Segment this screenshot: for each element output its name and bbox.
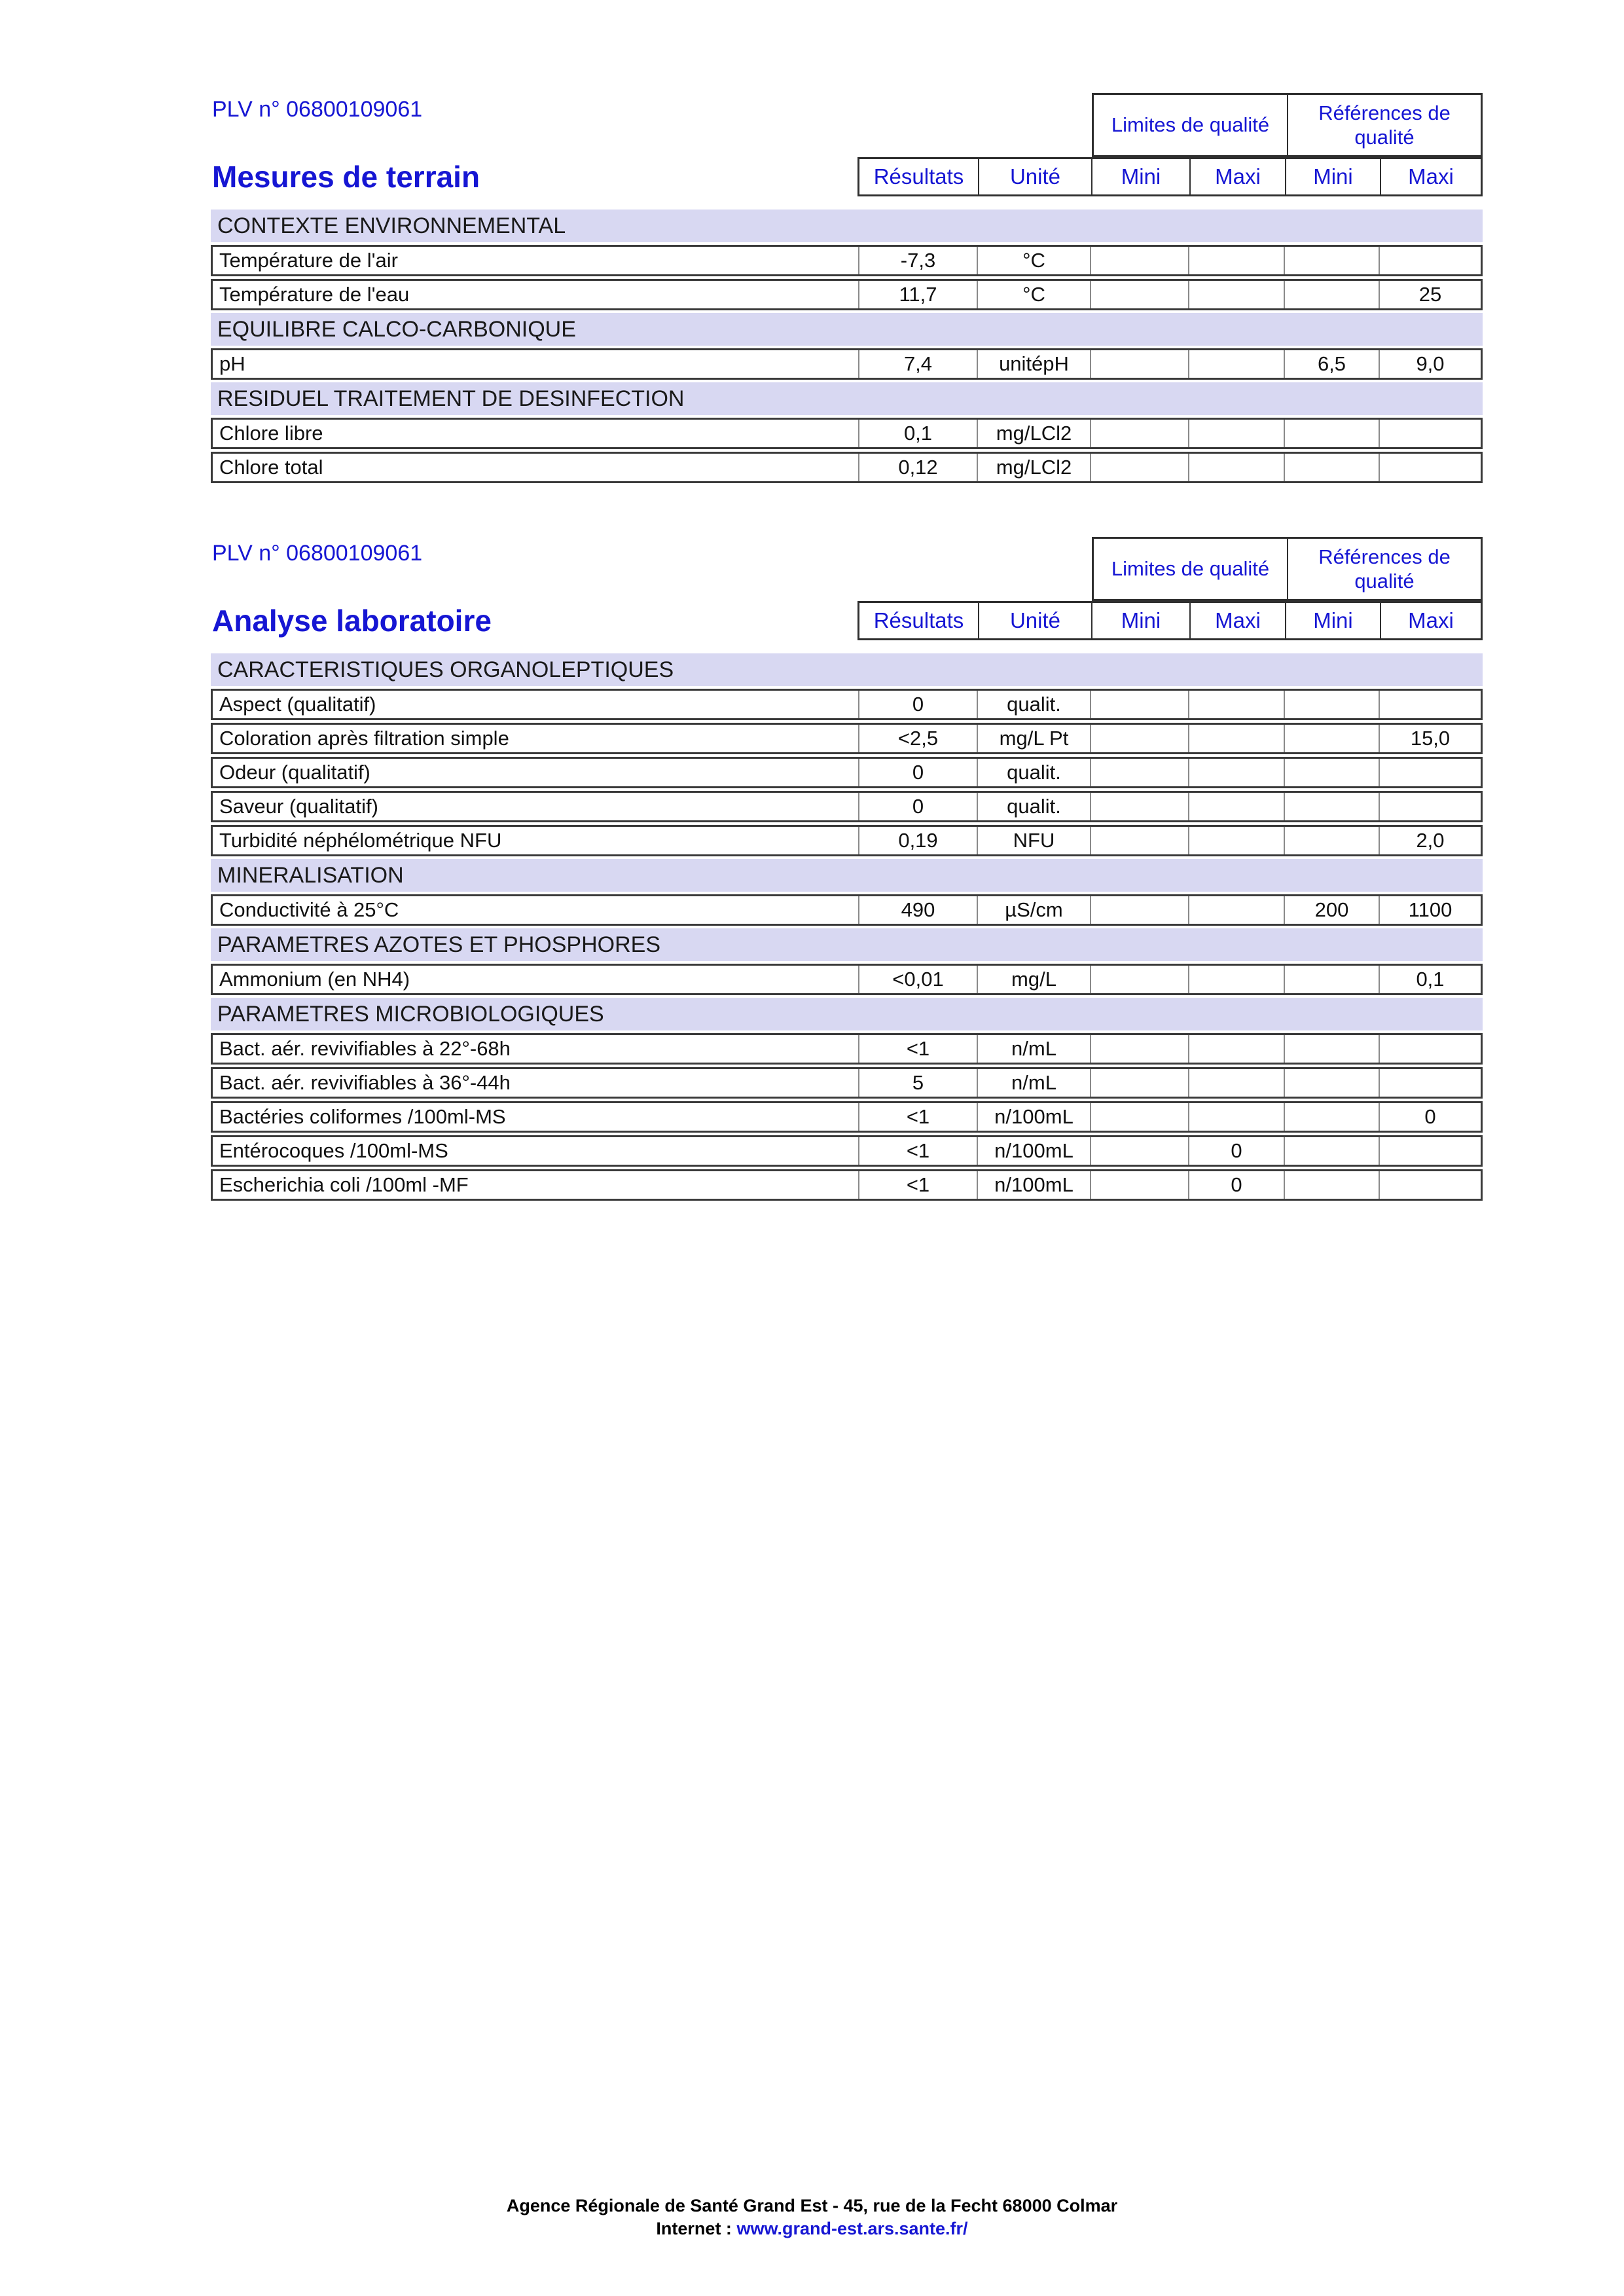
cell-ref-mini: [1284, 725, 1379, 752]
cell-lim-mini: [1090, 896, 1188, 924]
cell-label: Température de l'air: [219, 249, 398, 272]
table-row: [211, 1033, 1483, 1065]
section-heading: RESIDUEL TRAITEMENT DE DESINFECTION: [211, 382, 1483, 415]
section-heading: MINERALISATION: [211, 859, 1483, 892]
cell-label: Chlore total: [219, 456, 323, 479]
table-row: [211, 1101, 1483, 1133]
cell-ref-mini: [1284, 759, 1379, 786]
page-footer: [0, 2195, 1624, 2240]
column-header-limites-maxi: Maxi: [1189, 159, 1285, 194]
column-header-resultats: Résultats: [873, 164, 964, 189]
cell-unite: n/100mL: [977, 1103, 1090, 1131]
cell-ref-maxi: 15,0: [1379, 725, 1481, 752]
cell-resultat: <1: [858, 1103, 977, 1131]
cell-unite: n/mL: [977, 1069, 1090, 1097]
cell-lim-maxi: [1188, 1035, 1284, 1063]
footer-internet-line: [0, 2217, 1624, 2240]
cell-lim-mini: [1090, 725, 1188, 752]
cell-ref-mini: [1284, 1035, 1379, 1063]
cell-label: Turbidité néphélométrique NFU: [219, 829, 502, 852]
cell-resultat: 0,1: [858, 420, 977, 447]
cell-ref-mini: [1284, 454, 1379, 481]
cell-unite: n/100mL: [977, 1137, 1090, 1165]
table-row: [211, 791, 1483, 822]
cell-ref-maxi: 9,0: [1379, 350, 1481, 378]
cell-ref-maxi: [1379, 1035, 1481, 1063]
cell-lim-mini: [1090, 793, 1188, 820]
footer-internet-label: Internet :: [656, 2219, 732, 2239]
quality-header-box: [1092, 93, 1483, 157]
cell-ref-mini: [1284, 1069, 1379, 1097]
cell-unite: qualit.: [977, 793, 1090, 820]
cell-lim-mini: [1090, 454, 1188, 481]
cell-lim-maxi: 0: [1188, 1137, 1284, 1165]
cell-label: Chlore libre: [219, 422, 323, 445]
cell-lim-mini: [1090, 420, 1188, 447]
cell-lim-maxi: [1188, 827, 1284, 854]
cell-resultat: <0,01: [858, 966, 977, 993]
cell-lim-maxi: [1188, 793, 1284, 820]
cell-ref-maxi: [1379, 759, 1481, 786]
cell-label: Entérocoques /100ml-MS: [219, 1139, 448, 1162]
table-row: [211, 757, 1483, 788]
cell-lim-mini: [1090, 759, 1188, 786]
cell-ref-mini: [1284, 1103, 1379, 1131]
quality-header-box: [1092, 537, 1483, 601]
cell-resultat: 7,4: [858, 350, 977, 378]
column-header-references-mini: Mini: [1285, 159, 1380, 194]
cell-resultat: <1: [858, 1137, 977, 1165]
section-heading: CARACTERISTIQUES ORGANOLEPTIQUES: [211, 653, 1483, 686]
cell-unite: n/100mL: [977, 1171, 1090, 1199]
cell-ref-maxi: 2,0: [1379, 827, 1481, 854]
table-row: [211, 348, 1483, 380]
table-row: [211, 1067, 1483, 1099]
cell-lim-maxi: [1188, 454, 1284, 481]
cell-ref-maxi: [1379, 793, 1481, 820]
cell-lim-mini: [1090, 1069, 1188, 1097]
cell-unite: NFU: [977, 827, 1090, 854]
column-headers: [857, 157, 1483, 196]
cell-ref-mini: [1284, 281, 1379, 308]
cell-lim-maxi: 0: [1188, 1171, 1284, 1199]
table-row: [211, 1169, 1483, 1201]
cell-lim-mini: [1090, 281, 1188, 308]
cell-unite: n/mL: [977, 1035, 1090, 1063]
cell-label: Conductivité à 25°C: [219, 898, 399, 921]
cell-ref-maxi: [1379, 420, 1481, 447]
cell-ref-mini: 200: [1284, 896, 1379, 924]
cell-label: Bact. aér. revivifiables à 36°-44h: [219, 1071, 511, 1094]
cell-lim-maxi: [1188, 966, 1284, 993]
cell-unite: mg/LCl2: [977, 454, 1090, 481]
references-de-qualite-header: Références de qualité: [1318, 545, 1451, 592]
cell-unite: mg/L: [977, 966, 1090, 993]
section-heading: PARAMETRES MICROBIOLOGIQUES: [211, 998, 1483, 1030]
cell-label: pH: [219, 352, 245, 375]
cell-ref-maxi: [1379, 1137, 1481, 1165]
table-row: [211, 894, 1483, 926]
cell-lim-mini: [1090, 247, 1188, 274]
cell-ref-mini: [1284, 966, 1379, 993]
cell-unite: qualit.: [977, 759, 1090, 786]
table-row: [211, 418, 1483, 449]
cell-ref-maxi: [1379, 691, 1481, 718]
cell-lim-mini: [1090, 350, 1188, 378]
plv-number: PLV n° 06800109061: [212, 97, 423, 122]
column-header-unite: Unité: [978, 159, 1091, 194]
cell-ref-mini: [1284, 1171, 1379, 1199]
table-body: [211, 210, 1483, 486]
plv-number: PLV n° 06800109061: [212, 541, 423, 566]
table-row: [211, 1135, 1483, 1167]
table-row: [211, 689, 1483, 720]
limites-de-qualite-header: Limites de qualité: [1094, 539, 1288, 599]
column-header-limites-mini: Mini: [1091, 159, 1189, 194]
cell-ref-maxi: 1100: [1379, 896, 1481, 924]
cell-ref-mini: [1284, 420, 1379, 447]
cell-ref-maxi: 0,1: [1379, 966, 1481, 993]
cell-lim-maxi: [1188, 1103, 1284, 1131]
cell-ref-mini: [1284, 1137, 1379, 1165]
column-header-limites-maxi: Maxi: [1189, 603, 1285, 638]
cell-resultat: 11,7: [858, 281, 977, 308]
cell-lim-mini: [1090, 1035, 1188, 1063]
cell-lim-maxi: [1188, 420, 1284, 447]
cell-lim-maxi: [1188, 247, 1284, 274]
cell-unite: µS/cm: [977, 896, 1090, 924]
column-header-references-mini: Mini: [1285, 603, 1380, 638]
section-heading: PARAMETRES AZOTES ET PHOSPHORES: [211, 928, 1483, 961]
cell-lim-maxi: [1188, 691, 1284, 718]
cell-resultat: 5: [858, 1069, 977, 1097]
cell-unite: qualit.: [977, 691, 1090, 718]
footer-url[interactable]: www.grand-est.ars.sante.fr/: [736, 2219, 968, 2239]
cell-resultat: -7,3: [858, 247, 977, 274]
cell-label: Coloration après filtration simple: [219, 727, 509, 750]
cell-label: Bact. aér. revivifiables à 22°-68h: [219, 1037, 511, 1060]
cell-ref-maxi: [1379, 1069, 1481, 1097]
cell-lim-maxi: [1188, 759, 1284, 786]
cell-lim-maxi: [1188, 896, 1284, 924]
cell-ref-mini: [1284, 827, 1379, 854]
cell-resultat: 0,19: [858, 827, 977, 854]
column-header-references-maxi: Maxi: [1380, 159, 1481, 194]
section-heading: EQUILIBRE CALCO-CARBONIQUE: [211, 313, 1483, 346]
table-row: [211, 723, 1483, 754]
cell-unite: °C: [977, 281, 1090, 308]
table-row: [211, 245, 1483, 276]
cell-ref-maxi: [1379, 247, 1481, 274]
table-title-mesures-de-terrain: Mesures de terrain: [212, 160, 480, 194]
cell-lim-mini: [1090, 1171, 1188, 1199]
cell-label: Escherichia coli /100ml -MF: [219, 1173, 469, 1196]
table-row: [211, 964, 1483, 995]
cell-lim-mini: [1090, 827, 1188, 854]
cell-ref-mini: [1284, 691, 1379, 718]
cell-resultat: 0: [858, 759, 977, 786]
cell-ref-mini: [1284, 793, 1379, 820]
cell-lim-mini: [1090, 966, 1188, 993]
column-header-resultats: Résultats: [873, 608, 964, 632]
cell-label: Ammonium (en NH4): [219, 968, 410, 991]
column-header-references-maxi: Maxi: [1380, 603, 1481, 638]
table-row: [211, 279, 1483, 310]
cell-resultat: 0: [858, 793, 977, 820]
cell-resultat: 0,12: [858, 454, 977, 481]
footer-address: Agence Régionale de Santé Grand Est - 45, rue de la Fecht 68000 Colmar: [506, 2196, 1118, 2215]
cell-ref-maxi: 25: [1379, 281, 1481, 308]
column-header-limites-mini: Mini: [1091, 603, 1189, 638]
cell-ref-maxi: [1379, 454, 1481, 481]
references-de-qualite-header: Références de qualité: [1318, 101, 1451, 149]
cell-lim-maxi: [1188, 1069, 1284, 1097]
table-body: [211, 653, 1483, 1203]
table-title-analyse-laboratoire: Analyse laboratoire: [212, 604, 492, 638]
cell-label: Aspect (qualitatif): [219, 693, 376, 716]
cell-ref-mini: 6,5: [1284, 350, 1379, 378]
cell-ref-maxi: 0: [1379, 1103, 1481, 1131]
cell-lim-mini: [1090, 1137, 1188, 1165]
cell-ref-mini: [1284, 247, 1379, 274]
cell-lim-maxi: [1188, 281, 1284, 308]
cell-lim-mini: [1090, 1103, 1188, 1131]
cell-lim-maxi: [1188, 725, 1284, 752]
cell-lim-maxi: [1188, 350, 1284, 378]
cell-ref-maxi: [1379, 1171, 1481, 1199]
cell-unite: mg/LCl2: [977, 420, 1090, 447]
cell-resultat: <2,5: [858, 725, 977, 752]
cell-unite: unitépH: [977, 350, 1090, 378]
limites-de-qualite-header: Limites de qualité: [1094, 95, 1288, 155]
column-header-unite: Unité: [978, 603, 1091, 638]
cell-resultat: 490: [858, 896, 977, 924]
cell-label: Bactéries coliformes /100ml-MS: [219, 1105, 506, 1128]
column-headers: [857, 601, 1483, 640]
table-row: [211, 452, 1483, 483]
table-row: [211, 825, 1483, 856]
cell-resultat: 0: [858, 691, 977, 718]
cell-resultat: <1: [858, 1035, 977, 1063]
cell-unite: °C: [977, 247, 1090, 274]
cell-label: Saveur (qualitatif): [219, 795, 378, 818]
section-heading: CONTEXTE ENVIRONNEMENTAL: [211, 210, 1483, 242]
cell-resultat: <1: [858, 1171, 977, 1199]
cell-unite: mg/L Pt: [977, 725, 1090, 752]
cell-label: Odeur (qualitatif): [219, 761, 370, 784]
cell-label: Température de l'eau: [219, 283, 410, 306]
cell-lim-mini: [1090, 691, 1188, 718]
